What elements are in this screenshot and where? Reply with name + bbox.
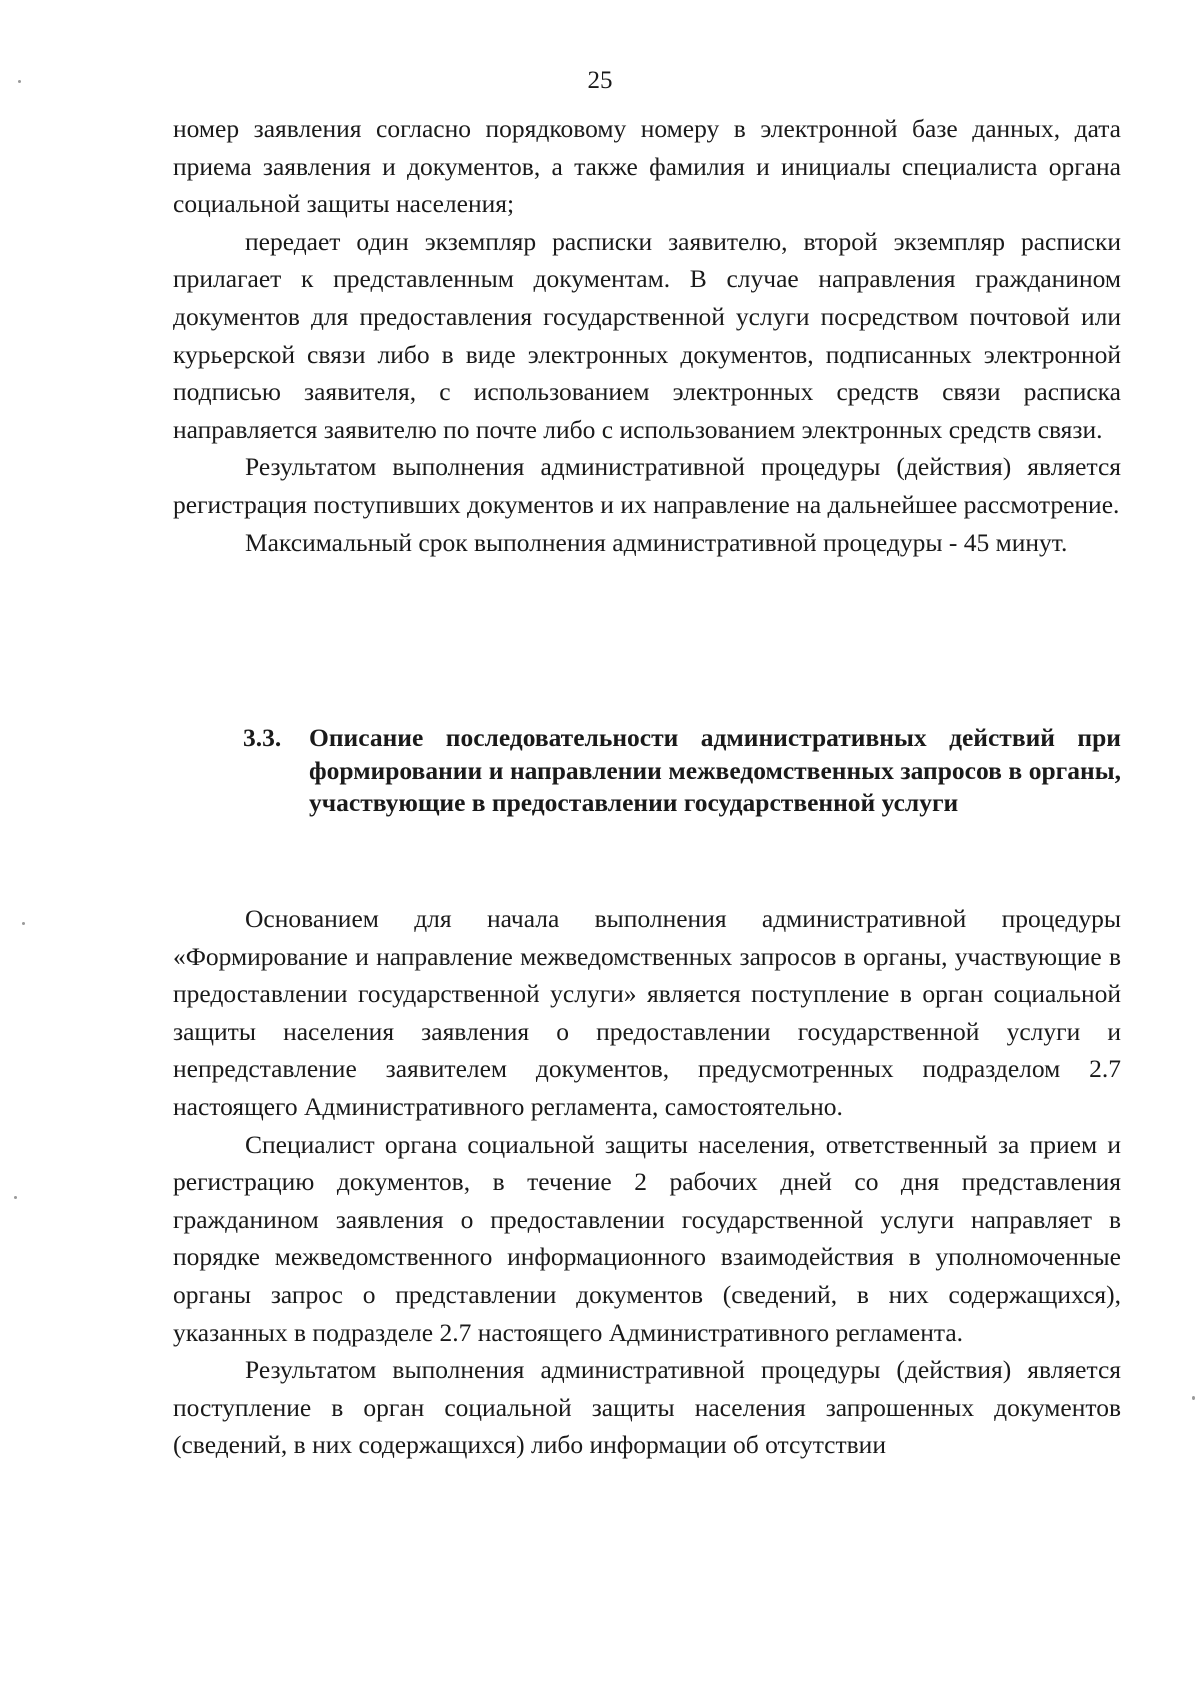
scan-speck	[14, 1196, 17, 1199]
section-title: Описание последовательности административных действий при формировании и направлении межведомственных запросов в органы, участвующие в предоставлении государственной услуги	[309, 723, 1121, 817]
intro-text	[173, 110, 1121, 561]
paragraph: Максимальный срок выполнения административной процедуры - 45 минут.	[245, 527, 1068, 557]
scan-speck	[18, 80, 21, 83]
body-text	[173, 900, 1121, 1464]
paragraph: Результатом выполнения административной процедуры (действия) является поступление в орган социальной защиты населения запрошенных документов (сведений, в них содержащихся) либо информации об отсутствии	[173, 1355, 1121, 1460]
section-number: 3.3.	[243, 723, 282, 752]
paragraph: Специалист органа социальной защиты населения, ответственный за прием и регистрацию документов, в течение 2 рабочих дней со дня представления гражданином заявления о предоставлении государственной услуги направляет в порядке межведомственного информационного взаимодействия в уполномоченные органы запрос о представлении документов (сведений, в них содержащихся), указанных в подразделе 2.7 настоящего Административного регламента.	[173, 1129, 1121, 1347]
page-number: 25	[587, 67, 613, 94]
scan-speck	[22, 922, 25, 925]
scan-speck	[1192, 1396, 1195, 1400]
section-heading	[243, 722, 1121, 820]
paragraph: Основанием для начала выполнения административной процедуры «Формирование и направление межведомственных запросов в органы, участвующие в предоставлении государственной услуги» является поступление в орган социальной защиты населения заявления о предоставлении государственной услуги и непредставление заявителем документов, предусмотренных подразделом 2.7 настоящего Административного регламента, самостоятельно.	[173, 904, 1121, 1121]
paragraph: Результатом выполнения административной процедуры (действия) является регистрация поступивших документов и их направление на дальнейшее рассмотрение.	[173, 452, 1121, 519]
paragraph: передает один экземпляр расписки заявителю, второй экземпляр расписки прилагает к представленным документам. В случае направления гражданином документов для предоставления государственной услуги посредством почтовой или курьерской связи либо в виде электронных документов, подписанных электронной подписью заявителя, с использованием электронных средств связи расписка направляется заявителю по почте либо с использованием электронных средств связи.	[173, 226, 1121, 444]
paragraph: номер заявления согласно порядковому номеру в электронной базе данных, дата приема заявления и документов, а также фамилия и инициалы специалиста органа социальной защиты населения;	[173, 114, 1121, 219]
